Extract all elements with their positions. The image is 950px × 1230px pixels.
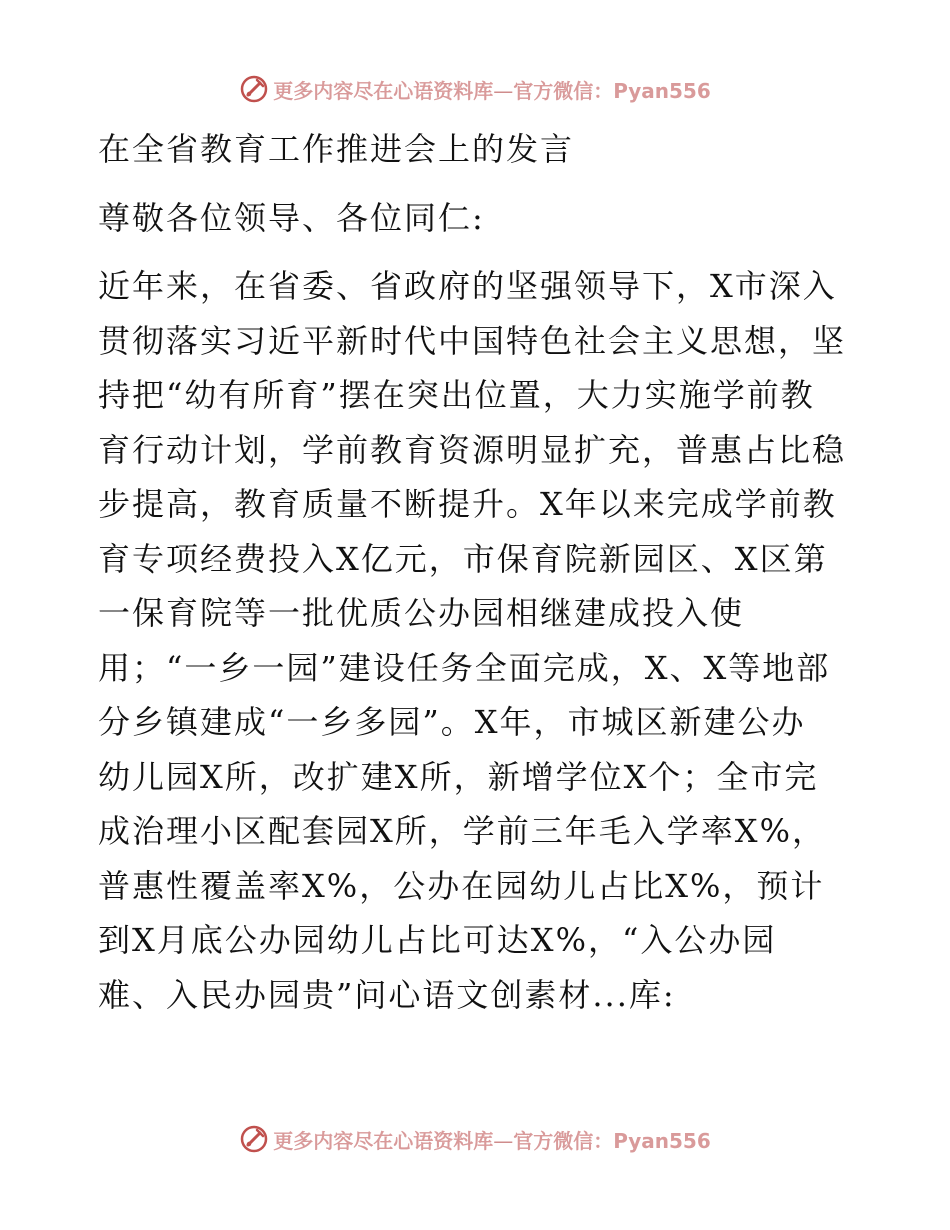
document-body — [98, 122, 858, 1022]
text-line: 步提高，教育质量不断提升。X年以来完成学前教 — [98, 485, 837, 523]
watermark-footer — [0, 1122, 950, 1156]
text-line: 分乡镇建成“一乡多园”。X年，市城区新建公办 — [98, 703, 806, 741]
watermark-text: 更多内容尽在心语资料库—官方微信：Pyan556 — [273, 78, 711, 103]
text-line: 近年来，在省委、省政府的坚强领导下，X市深入 — [98, 267, 837, 305]
text-line: 育专项经费投入X亿元，市保育院新园区、X区第 — [98, 539, 828, 578]
body-paragraph — [98, 259, 858, 1022]
document-title: 在全省教育工作推进会上的发言 — [98, 130, 575, 168]
text-line: 幼儿园X所，改扩建X所，新增学位X个；全市完 — [98, 757, 819, 796]
text-line: 到X月底公办园幼儿占比可达X%，“入公办园 — [98, 921, 777, 959]
watermark-text: 更多内容尽在心语资料库—官方微信：Pyan556 — [273, 1128, 711, 1153]
greeting: 尊敬各位领导、各位同仁: — [98, 198, 485, 237]
logo-icon — [239, 74, 269, 104]
text-line: 育行动计划，学前教育资源明显扩充，普惠占比稳 — [98, 430, 847, 469]
text-line: 用；“一乡一园”建设任务全面完成，X、X等地部 — [98, 648, 831, 687]
logo-icon — [239, 1124, 269, 1154]
text-line: 贯彻落实习近平新时代中国特色社会主义思想，坚 — [98, 321, 847, 360]
text-line: 持把“幼有所育”摆在突出位置，大力实施学前教 — [98, 376, 815, 414]
text-line: 一保育院等一批优质公办园相继建成投入使 — [98, 594, 745, 632]
watermark-header — [0, 72, 950, 106]
text-line: 难、入民办园贵”问心语文创素材...库: — [98, 975, 676, 1014]
text-line: 成治理小区配套园X所，学前三年毛入学率X%， — [98, 812, 826, 850]
text-line: 普惠性覆盖率X%，公办在园幼儿占比X%，预计 — [98, 866, 825, 905]
